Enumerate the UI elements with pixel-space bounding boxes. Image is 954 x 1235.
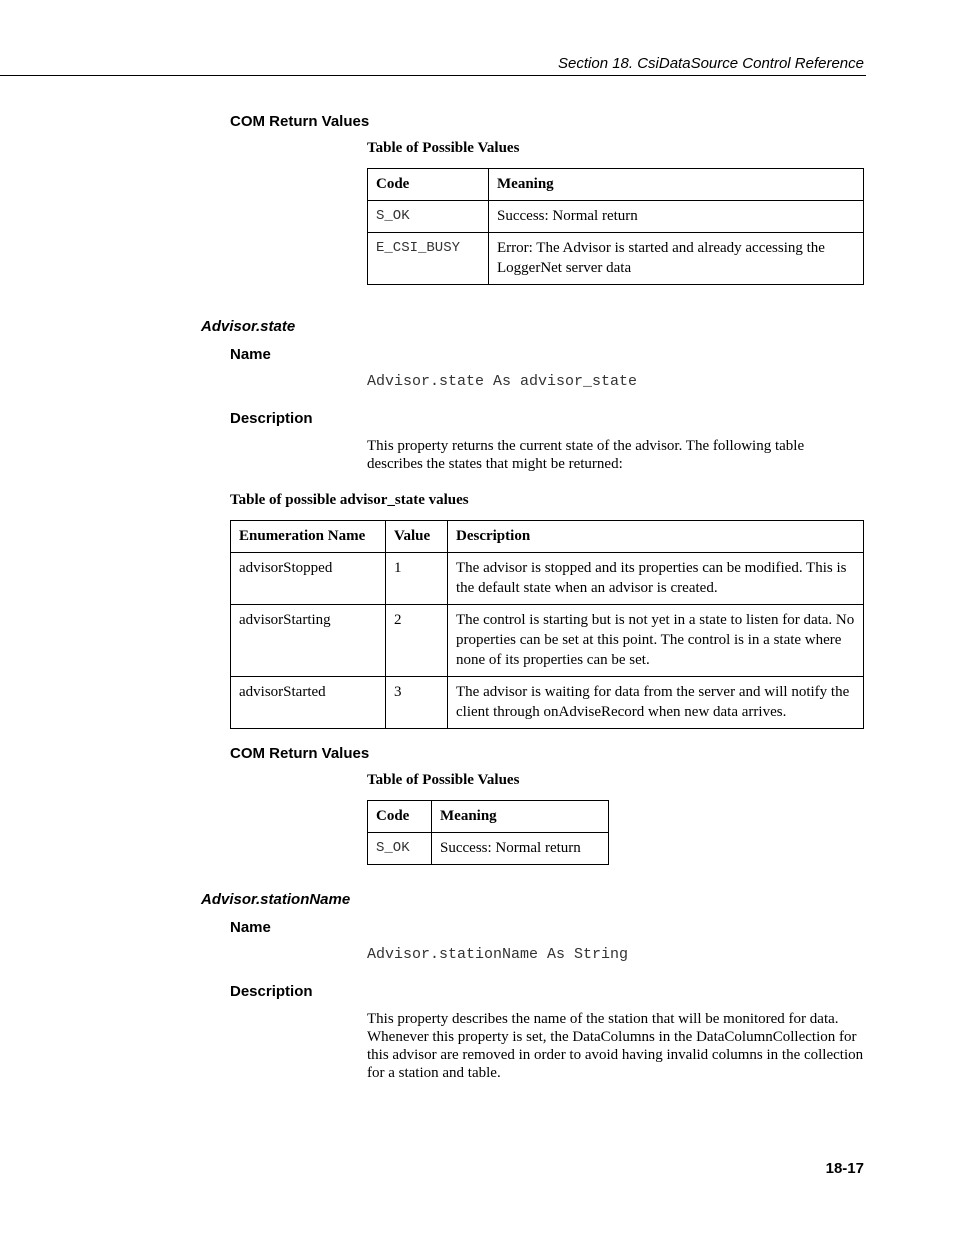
table-row — [231, 553, 864, 605]
table-caption: Table of Possible Values — [367, 772, 520, 788]
name-heading: Name — [230, 919, 271, 936]
advisor-state-values-table — [230, 520, 864, 729]
com-return-values-heading: COM Return Values — [230, 745, 370, 762]
description-heading: Description — [230, 983, 313, 1000]
value-cell: 1 — [386, 553, 448, 605]
table-row — [368, 833, 609, 865]
meaning-cell: Success: Normal return — [432, 833, 609, 865]
com-return-values-table — [367, 800, 609, 865]
table-caption: Table of Possible Values — [367, 140, 520, 156]
value-cell: 2 — [386, 605, 448, 677]
advisor-state-description: This property returns the current state of the advisor. The following table describes the states that might be returned: — [367, 438, 805, 472]
table-row — [231, 677, 864, 729]
page-number: 18-17 — [825, 1160, 864, 1177]
table-header-cell: Code — [368, 169, 489, 201]
description-cell: The advisor is waiting for data from the server and will notify the client through onAdviseRecord when new data arrives. — [448, 677, 864, 729]
table-row — [368, 201, 864, 233]
code-cell: E_CSI_BUSY — [368, 233, 489, 285]
meaning-cell: Error: The Advisor is started and already accessing the LoggerNet server data — [489, 233, 864, 285]
table-header-cell: Code — [368, 801, 432, 833]
name-heading: Name — [230, 346, 271, 363]
advisor-state-title: Advisor.state — [201, 318, 296, 335]
table-row — [231, 605, 864, 677]
table-header-cell: Meaning — [489, 169, 864, 201]
running-header: Section 18. CsiDataSource Control Reference — [558, 55, 864, 72]
table-header-cell: Meaning — [432, 801, 609, 833]
table-header-cell: Description — [448, 521, 864, 553]
meaning-cell: Success: Normal return — [489, 201, 864, 233]
table-header-cell: Value — [386, 521, 448, 553]
header-rule — [0, 75, 866, 76]
com-return-values-heading: COM Return Values — [230, 113, 370, 130]
table-row — [368, 233, 864, 285]
enum-name-cell: advisorStopped — [231, 553, 386, 605]
com-return-values-table — [367, 168, 864, 285]
code-cell: S_OK — [368, 833, 432, 865]
value-cell: 3 — [386, 677, 448, 729]
code-cell: S_OK — [368, 201, 489, 233]
description-cell: The control is starting but is not yet in a state to listen for data. No properties can be set at this point. The control is in a state where none of its properties can be set. — [448, 605, 864, 677]
table-header-row — [368, 169, 864, 201]
table-header-row — [368, 801, 609, 833]
advisor-stationname-title: Advisor.stationName — [201, 891, 351, 908]
advisor-stationname-description: This property describes the name of the station that will be monitored for data. Whenever this property is set, the DataColumns in the DataColumnCollection for this advisor are removed in order to avoid having invalid columns in the collection for a station and table. — [367, 1011, 864, 1081]
advisor-state-signature: Advisor.state As advisor_state — [367, 373, 638, 390]
table-header-cell: Enumeration Name — [231, 521, 386, 553]
description-cell: The advisor is stopped and its properties can be modified. This is the default state when an advisor is created. — [448, 553, 864, 605]
table-caption: Table of possible advisor_state values — [230, 492, 469, 508]
description-heading: Description — [230, 410, 313, 427]
enum-name-cell: advisorStarting — [231, 605, 386, 677]
advisor-stationname-signature: Advisor.stationName As String — [367, 946, 629, 963]
table-header-row — [231, 521, 864, 553]
enum-name-cell: advisorStarted — [231, 677, 386, 729]
